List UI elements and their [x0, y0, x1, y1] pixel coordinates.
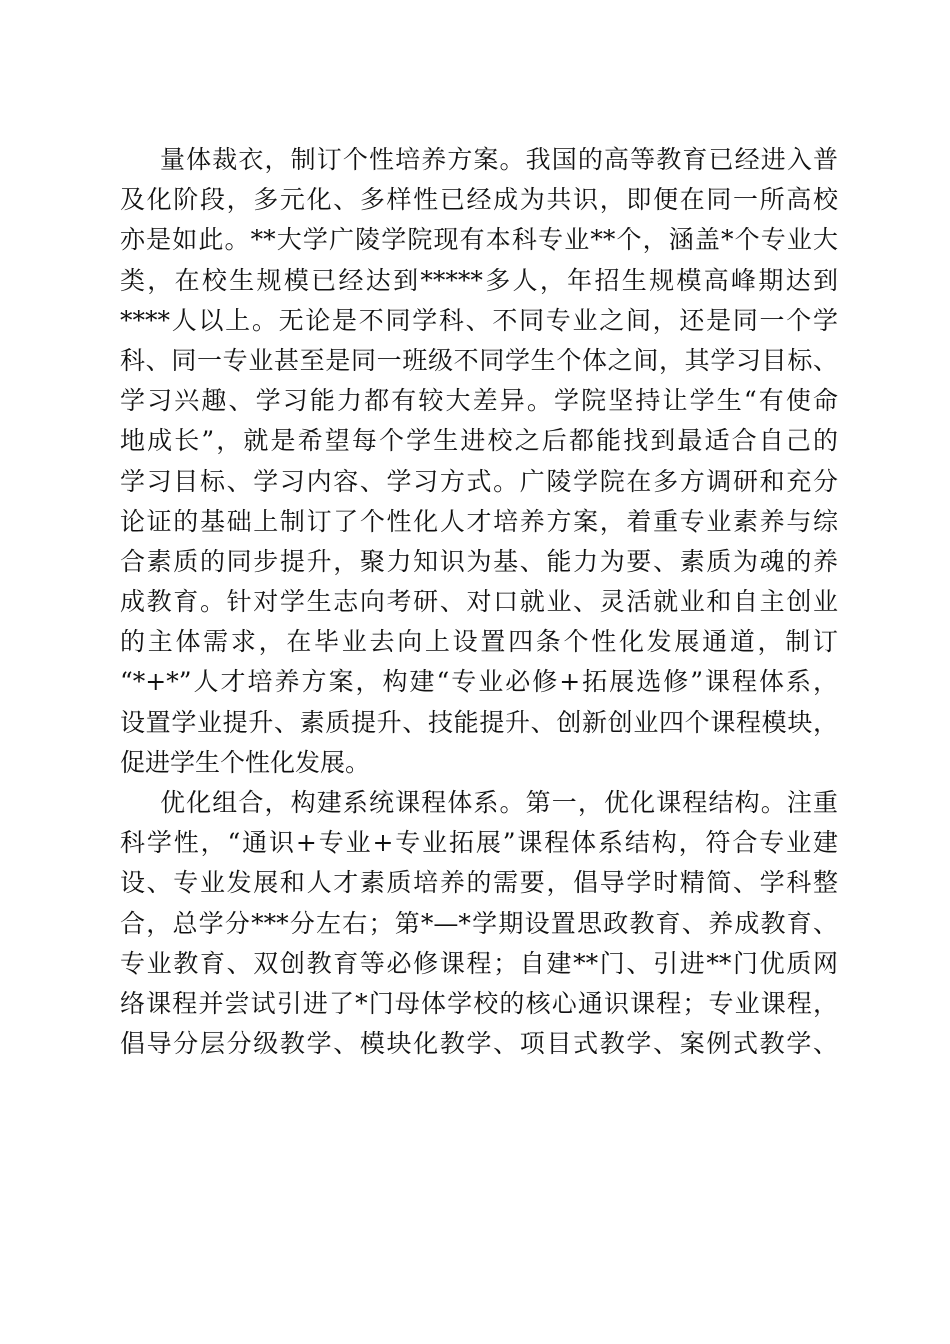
paragraph-course-system — [120, 783, 838, 1064]
text-line: 专业教育、双创教育等必修课程；自建**门、引进**门优质网 — [120, 948, 838, 978]
text-line: ****人以上。无论是不同学科、不同专业之间，还是同一个学 — [120, 305, 838, 335]
text-line: 的主体需求，在毕业去向上设置四条个性化发展通道，制订 — [120, 627, 838, 657]
text-line: 类，在校生规模已经达到*****多人，年招生规模高峰期达到 — [120, 265, 838, 295]
paragraph-personalized-training — [120, 140, 838, 783]
text-line: 促进学生个性化发展。 — [120, 747, 371, 777]
text-line: 络课程并尝试引进了*门母体学校的核心通识课程；专业课程， — [120, 988, 838, 1018]
text-line: 科、同一专业甚至是同一班级不同学生个体之间，其学习目标、 — [120, 345, 838, 375]
text-line: 合素质的同步提升，聚力知识为基、能力为要、素质为魂的养 — [120, 546, 838, 576]
text-line: “*+*”人才培养方案，构建“专业必修+拓展选修”课程体系， — [120, 667, 838, 697]
text-line: 学习兴趣、学习能力都有较大差异。学院坚持让学生“有使命 — [120, 386, 838, 416]
text-line: 学习目标、学习内容、学习方式。广陵学院在多方调研和充分 — [120, 466, 838, 496]
text-line: 论证的基础上制订了个性化人才培养方案，着重专业素养与综 — [120, 506, 838, 536]
text-line: 优化组合，构建系统课程体系。第一，优化课程结构。注重 — [160, 788, 838, 817]
text-line: 地成长”，就是希望每个学生进校之后都能找到最适合自己的 — [120, 426, 838, 456]
text-line: 合，总学分***分左右；第*—*学期设置思政教育、养成教育、 — [120, 908, 838, 938]
text-line: 倡导分层分级教学、模块化教学、项目式教学、案例式教学、 — [120, 1029, 838, 1059]
text-line: 科学性，“通识+专业+专业拓展”课程体系结构，符合专业建 — [120, 828, 838, 858]
document-page — [120, 140, 838, 1064]
text-line: 设、专业发展和人才素质培养的需要，倡导学时精简、学科整 — [120, 868, 838, 898]
text-line: 量体裁衣，制订个性培养方案。我国的高等教育已经进入普 — [160, 145, 838, 174]
text-line: 及化阶段，多元化、多样性已经成为共识，即便在同一所高校 — [120, 185, 838, 215]
text-line: 设置学业提升、素质提升、技能提升、创新创业四个课程模块， — [120, 707, 838, 737]
text-line: 成教育。针对学生志向考研、对口就业、灵活就业和自主创业 — [120, 587, 838, 617]
text-line: 亦是如此。**大学广陵学院现有本科专业**个，涵盖*个专业大 — [120, 225, 838, 255]
